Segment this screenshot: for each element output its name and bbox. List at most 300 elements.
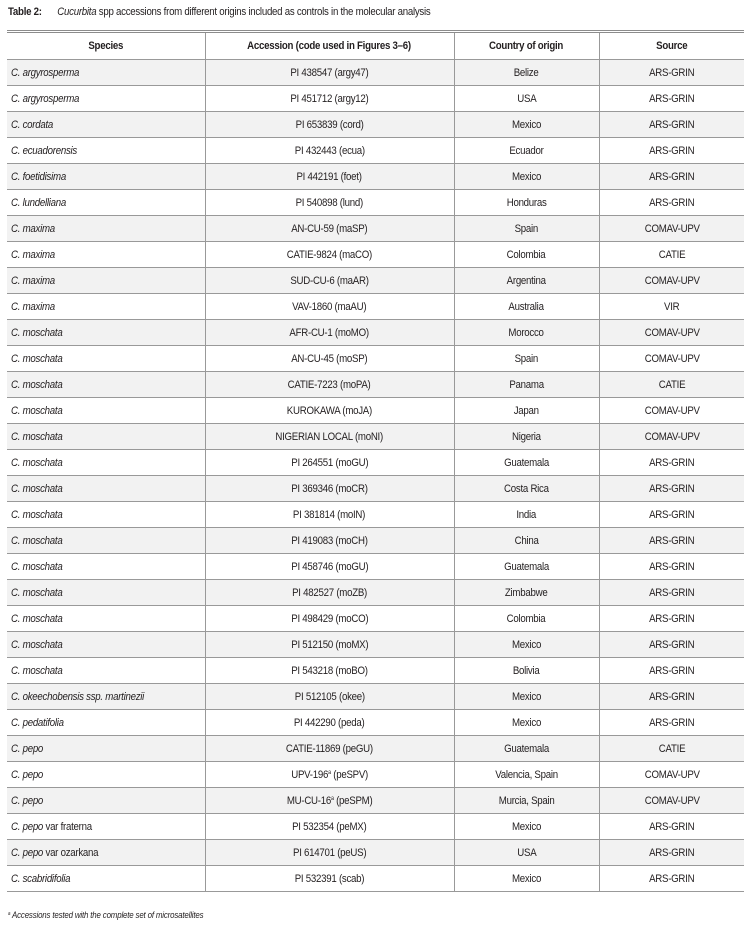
- cell-text: PI 438547: [290, 66, 333, 79]
- cell-accession: [205, 814, 454, 840]
- cell-text: Mexico: [511, 118, 542, 131]
- header-country: [454, 32, 599, 60]
- cell-text: ARS-GRIN: [649, 716, 695, 729]
- cell-text: ARS-GRIN: [649, 196, 695, 209]
- table-row: [7, 736, 744, 762]
- cell-text: KUROKAWA: [286, 404, 341, 417]
- cell-source: [599, 528, 744, 554]
- table-row: [7, 320, 744, 346]
- cell-country: [454, 346, 599, 372]
- cell-country: [454, 372, 599, 398]
- cell-species: [7, 840, 205, 866]
- table-row: [7, 814, 744, 840]
- cell-text: (moBO): [335, 664, 368, 677]
- table-row: [7, 840, 744, 866]
- cell-accession: [205, 60, 454, 86]
- cell-text: Costa Rica: [504, 482, 549, 495]
- cell-text: (lund): [340, 196, 364, 209]
- cell-source: [599, 372, 744, 398]
- cell-text: Belize: [514, 66, 539, 79]
- cell-species: [7, 684, 205, 710]
- cell-text: (foet): [341, 170, 363, 183]
- cell-species: [7, 580, 205, 606]
- cell-source: [599, 762, 744, 788]
- table-row: [7, 632, 744, 658]
- cell-text: Japan: [513, 404, 540, 417]
- cell-text: Spain: [514, 352, 539, 365]
- cell-text: (peGU): [342, 742, 373, 755]
- cell-accession: [205, 190, 454, 216]
- cell-text: Zimbabwe: [505, 586, 548, 599]
- cell-text: Honduras: [506, 196, 547, 209]
- cell-accession: [205, 736, 454, 762]
- cell-text: COMAV-UPV: [644, 274, 700, 287]
- cell-species: [7, 658, 205, 684]
- cell-species: [7, 502, 205, 528]
- cell-species: [7, 346, 205, 372]
- cell-source: [599, 424, 744, 450]
- cell-accession: [205, 528, 454, 554]
- cell-text: (cord): [339, 118, 364, 131]
- cell-text: var fraterna: [43, 820, 92, 833]
- cell-text: PI 458746: [290, 560, 333, 573]
- cell-text: PI 540898: [295, 196, 338, 209]
- table-row: [7, 86, 744, 112]
- cell-country: [454, 632, 599, 658]
- cell-text: (okee): [338, 690, 365, 703]
- table-row: [7, 424, 744, 450]
- cell-text: Species: [88, 40, 124, 52]
- cell-source: [599, 502, 744, 528]
- cell-species: [7, 60, 205, 86]
- cell-text: Murcia, Spain: [498, 794, 555, 807]
- cell-text: India: [516, 508, 537, 521]
- cell-country: [454, 840, 599, 866]
- cell-source: [599, 320, 744, 346]
- cell-species: [7, 450, 205, 476]
- cell-source: [599, 814, 744, 840]
- cell-text: C. moschata: [11, 534, 63, 547]
- cell-text: COMAV-UPV: [644, 404, 700, 417]
- cell-text: MU-CU-16: [286, 794, 331, 807]
- cell-accession: [205, 606, 454, 632]
- cell-country: [454, 502, 599, 528]
- cell-text: C. moschata: [11, 508, 63, 521]
- cell-species: [7, 112, 205, 138]
- cell-text: Mexico: [511, 170, 542, 183]
- cell-source: [599, 398, 744, 424]
- cell-text: CATIE: [658, 248, 685, 261]
- cell-species: [7, 86, 205, 112]
- cell-accession: [205, 242, 454, 268]
- cell-text: COMAV-UPV: [644, 794, 700, 807]
- cell-accession: [205, 216, 454, 242]
- table-footnote: [8, 910, 203, 920]
- cell-source: [599, 658, 744, 684]
- cell-text: China: [514, 534, 539, 547]
- cell-text: (moPA): [340, 378, 371, 391]
- table-row: [7, 476, 744, 502]
- cell-accession: [205, 164, 454, 190]
- cell-accession: [205, 398, 454, 424]
- cell-text: ARS-GRIN: [649, 820, 695, 833]
- cell-text: C. lundelliana: [11, 196, 66, 209]
- cell-text: (moCR): [335, 482, 368, 495]
- table-row: [7, 658, 744, 684]
- cell-text: ARS-GRIN: [649, 170, 695, 183]
- table-row: [7, 684, 744, 710]
- cell-text: PI 482527: [292, 586, 334, 599]
- table-row: [7, 346, 744, 372]
- cell-text: AN-CU-45: [291, 352, 334, 365]
- cell-text: ARS-GRIN: [649, 508, 695, 521]
- cell-country: [454, 580, 599, 606]
- table-row: [7, 60, 744, 86]
- cell-text: ARS-GRIN: [649, 690, 695, 703]
- table-row: [7, 164, 744, 190]
- table-row: [7, 294, 744, 320]
- cell-country: [454, 320, 599, 346]
- cell-text: C. pepo: [11, 846, 44, 859]
- cell-species: [7, 216, 205, 242]
- cell-species: [7, 424, 205, 450]
- cell-text: ARS-GRIN: [649, 612, 695, 625]
- cell-text: (moGU): [335, 560, 369, 573]
- cell-text: ARS-GRIN: [649, 872, 695, 885]
- cell-accession: [205, 658, 454, 684]
- cell-country: [454, 476, 599, 502]
- cell-text: PI 419083: [291, 534, 334, 547]
- cell-text: (moIN): [337, 508, 366, 521]
- cell-text: ARS-GRIN: [649, 638, 695, 651]
- cell-accession: [205, 710, 454, 736]
- cell-text: COMAV-UPV: [644, 430, 700, 443]
- table-row: [7, 138, 744, 164]
- cell-text: C. moschata: [11, 352, 63, 365]
- cell-text: (scab): [338, 872, 365, 885]
- cell-text: (moZB): [336, 586, 367, 599]
- cell-text: C. maxima: [11, 274, 55, 287]
- cell-species: [7, 736, 205, 762]
- cell-text: ARS-GRIN: [649, 534, 695, 547]
- cell-text: var ozarkana: [43, 846, 99, 859]
- cell-country: [454, 268, 599, 294]
- cell-text: AN-CU-59: [291, 222, 334, 235]
- cell-text: ARS-GRIN: [649, 846, 695, 859]
- table-row: [7, 554, 744, 580]
- accessions-table: [7, 30, 744, 892]
- cell-text: (peSPV): [333, 768, 368, 781]
- cell-accession: [205, 320, 454, 346]
- table-row: [7, 580, 744, 606]
- cell-source: [599, 164, 744, 190]
- table-label: Table 2:: [8, 6, 42, 18]
- cell-text: (ecua): [338, 144, 365, 157]
- cell-source: [599, 138, 744, 164]
- cell-text: (peSPM): [335, 794, 373, 807]
- cell-accession: [205, 476, 454, 502]
- cell-text: Guatemala: [504, 742, 549, 755]
- cell-text: AFR-CU-1: [289, 326, 333, 339]
- cell-country: [454, 398, 599, 424]
- table-row: [7, 268, 744, 294]
- cell-text: (moCH): [335, 534, 368, 547]
- cell-text: C. maxima: [11, 248, 55, 261]
- cell-text: PI 614701: [292, 846, 335, 859]
- cell-species: [7, 606, 205, 632]
- cell-country: [454, 788, 599, 814]
- cell-text: C. okeechobensis ssp. martinezii: [11, 690, 145, 703]
- cell-text: C. pepo: [11, 742, 44, 755]
- cell-accession: [205, 580, 454, 606]
- cell-text: UPV-196: [291, 768, 329, 781]
- table-row: [7, 450, 744, 476]
- cell-country: [454, 164, 599, 190]
- cell-text: COMAV-UPV: [644, 768, 700, 781]
- cell-text: USA: [516, 846, 537, 859]
- cell-text: (peMX): [336, 820, 367, 833]
- cell-country: [454, 606, 599, 632]
- cell-text: PI 264551: [290, 456, 333, 469]
- cell-text: C. cordata: [11, 118, 54, 131]
- cell-species: [7, 866, 205, 892]
- cell-species: [7, 294, 205, 320]
- cell-source: [599, 580, 744, 606]
- cell-source: [599, 450, 744, 476]
- cell-source: [599, 60, 744, 86]
- cell-country: [454, 684, 599, 710]
- cell-text: (maAU): [334, 300, 367, 313]
- cell-text: (moGU): [335, 456, 369, 469]
- cell-text: C. ecuadorensis: [11, 144, 77, 157]
- cell-accession: [205, 86, 454, 112]
- cell-country: [454, 242, 599, 268]
- cell-text: ARS-GRIN: [649, 586, 695, 599]
- cell-text: PI 442191: [296, 170, 339, 183]
- cell-accession: [205, 554, 454, 580]
- cell-text: (maSP): [336, 222, 368, 235]
- cell-source: [599, 736, 744, 762]
- table-row: [7, 528, 744, 554]
- cell-text: PI 442290: [294, 716, 336, 729]
- cell-text: C. moschata: [11, 482, 63, 495]
- cell-text: Mexico: [511, 820, 542, 833]
- cell-country: [454, 528, 599, 554]
- cell-text: (moSP): [336, 352, 368, 365]
- cell-text: Mexico: [511, 638, 542, 651]
- table-row: [7, 710, 744, 736]
- cell-text: PI 498429: [290, 612, 333, 625]
- cell-text: C. moschata: [11, 404, 63, 417]
- cell-accession: [205, 840, 454, 866]
- cell-species: [7, 476, 205, 502]
- table-caption: [8, 6, 430, 18]
- cell-text: CATIE: [658, 378, 685, 391]
- cell-text: VIR: [664, 300, 680, 313]
- cell-source: [599, 632, 744, 658]
- cell-text: Bolivia: [513, 664, 540, 677]
- cell-text: Argentina: [506, 274, 547, 287]
- cell-text: C. pedatifolia: [11, 716, 64, 729]
- cell-country: [454, 138, 599, 164]
- cell-text: CATIE-9824: [286, 248, 337, 261]
- table-row: [7, 216, 744, 242]
- cell-text: ARS-GRIN: [649, 118, 695, 131]
- cell-text: Panama: [509, 378, 544, 391]
- cell-country: [454, 424, 599, 450]
- cell-text: Guatemala: [504, 456, 549, 469]
- cell-source: [599, 476, 744, 502]
- cell-text: CATIE-11869: [286, 742, 341, 755]
- cell-source: [599, 710, 744, 736]
- cell-country: [454, 866, 599, 892]
- table-row: [7, 112, 744, 138]
- cell-text: PI 512105: [294, 690, 337, 703]
- cell-text: PI 653839: [295, 118, 338, 131]
- cell-country: [454, 294, 599, 320]
- caption-text: spp accessions from different origins included as controls in the molecular analysis: [96, 6, 431, 18]
- cell-species: [7, 710, 205, 736]
- cell-text: (argy47): [334, 66, 369, 79]
- superscript-marker: a: [328, 769, 331, 776]
- cell-text: Colombia: [507, 248, 546, 261]
- cell-accession: [205, 138, 454, 164]
- cell-country: [454, 86, 599, 112]
- cell-species: [7, 138, 205, 164]
- cell-text: Mexico: [511, 872, 542, 885]
- cell-text: (peda): [338, 716, 365, 729]
- cell-text: (maAR): [336, 274, 369, 287]
- cell-text: COMAV-UPV: [644, 352, 700, 365]
- cell-text: Guatemala: [504, 560, 549, 573]
- superscript-marker: a: [330, 795, 334, 802]
- cell-accession: [205, 450, 454, 476]
- cell-text: ARS-GRIN: [649, 456, 695, 469]
- cell-accession: [205, 684, 454, 710]
- table-row: [7, 866, 744, 892]
- table-row: [7, 762, 744, 788]
- cell-text: Mexico: [511, 690, 542, 703]
- cell-text: Accession (code used in Figures 3–6): [247, 40, 412, 52]
- cell-source: [599, 346, 744, 372]
- cell-text: C. moschata: [11, 612, 63, 625]
- cell-text: (moMX): [335, 638, 369, 651]
- cell-text: ARS-GRIN: [649, 482, 695, 495]
- cell-source: [599, 86, 744, 112]
- cell-species: [7, 632, 205, 658]
- cell-accession: [205, 502, 454, 528]
- cell-text: (maCO): [339, 248, 373, 261]
- cell-text: PI 532354: [292, 820, 335, 833]
- cell-accession: [205, 866, 454, 892]
- cell-text: ARS-GRIN: [649, 92, 695, 105]
- header-source: [599, 32, 744, 60]
- cell-country: [454, 814, 599, 840]
- cell-text: C. pepo: [11, 768, 44, 781]
- cell-species: [7, 372, 205, 398]
- cell-text: CATIE: [658, 742, 685, 755]
- cell-text: PI 369346: [291, 482, 334, 495]
- cell-accession: [205, 268, 454, 294]
- cell-species: [7, 398, 205, 424]
- cell-text: Mexico: [511, 716, 542, 729]
- cell-text: (moCO): [335, 612, 369, 625]
- cell-text: ARS-GRIN: [649, 66, 695, 79]
- cell-country: [454, 216, 599, 242]
- cell-text: PI 432443: [294, 144, 337, 157]
- table-row: [7, 606, 744, 632]
- cell-text: (argy12): [334, 92, 369, 105]
- cell-text: PI 512150: [290, 638, 333, 651]
- cell-text: Australia: [508, 300, 545, 313]
- cell-text: COMAV-UPV: [644, 326, 700, 339]
- cell-text: Nigeria: [512, 430, 541, 443]
- cell-text: PI 543218: [291, 664, 334, 677]
- cell-text: (peUS): [337, 846, 367, 859]
- cell-country: [454, 736, 599, 762]
- cell-country: [454, 658, 599, 684]
- cell-text: Spain: [514, 222, 539, 235]
- cell-source: [599, 684, 744, 710]
- caption-genus: Cucurbita: [57, 6, 97, 18]
- cell-text: (moJA): [342, 404, 373, 417]
- cell-country: [454, 112, 599, 138]
- cell-species: [7, 268, 205, 294]
- cell-country: [454, 762, 599, 788]
- cell-accession: [205, 424, 454, 450]
- cell-country: [454, 554, 599, 580]
- cell-species: [7, 164, 205, 190]
- cell-text: C. moschata: [11, 664, 63, 677]
- cell-text: C. maxima: [11, 300, 55, 313]
- cell-source: [599, 294, 744, 320]
- cell-source: [599, 190, 744, 216]
- cell-text: C. scabridifolia: [11, 872, 71, 885]
- cell-text: Morocco: [508, 326, 545, 339]
- cell-text: C. foetidisima: [11, 170, 66, 183]
- cell-text: PI 381814: [293, 508, 336, 521]
- cell-text: Valencia, Spain: [495, 768, 558, 781]
- cell-text: C. argyrosperma: [11, 92, 80, 105]
- cell-source: [599, 112, 744, 138]
- cell-species: [7, 320, 205, 346]
- cell-text: (moNI): [355, 430, 384, 443]
- cell-source: [599, 268, 744, 294]
- cell-text: Country of origin: [489, 40, 564, 52]
- cell-accession: [205, 632, 454, 658]
- footnote-marker: a: [8, 911, 11, 917]
- header-accession: [205, 32, 454, 60]
- cell-country: [454, 450, 599, 476]
- cell-text: NIGERIAN LOCAL: [275, 430, 353, 443]
- cell-text: C. moschata: [11, 326, 63, 339]
- cell-species: [7, 190, 205, 216]
- cell-text: Ecuador: [509, 144, 544, 157]
- cell-text: CATIE-7223: [288, 378, 338, 391]
- cell-country: [454, 190, 599, 216]
- cell-species: [7, 788, 205, 814]
- table-row: [7, 398, 744, 424]
- cell-text: ARS-GRIN: [649, 664, 695, 677]
- cell-text: VAV-1860: [292, 300, 333, 313]
- cell-text: COMAV-UPV: [644, 222, 700, 235]
- table-row: [7, 242, 744, 268]
- cell-accession: [205, 112, 454, 138]
- cell-species: [7, 814, 205, 840]
- cell-text: C. moschata: [11, 378, 63, 391]
- cell-text: C. pepo: [11, 794, 44, 807]
- cell-text: C. moschata: [11, 586, 63, 599]
